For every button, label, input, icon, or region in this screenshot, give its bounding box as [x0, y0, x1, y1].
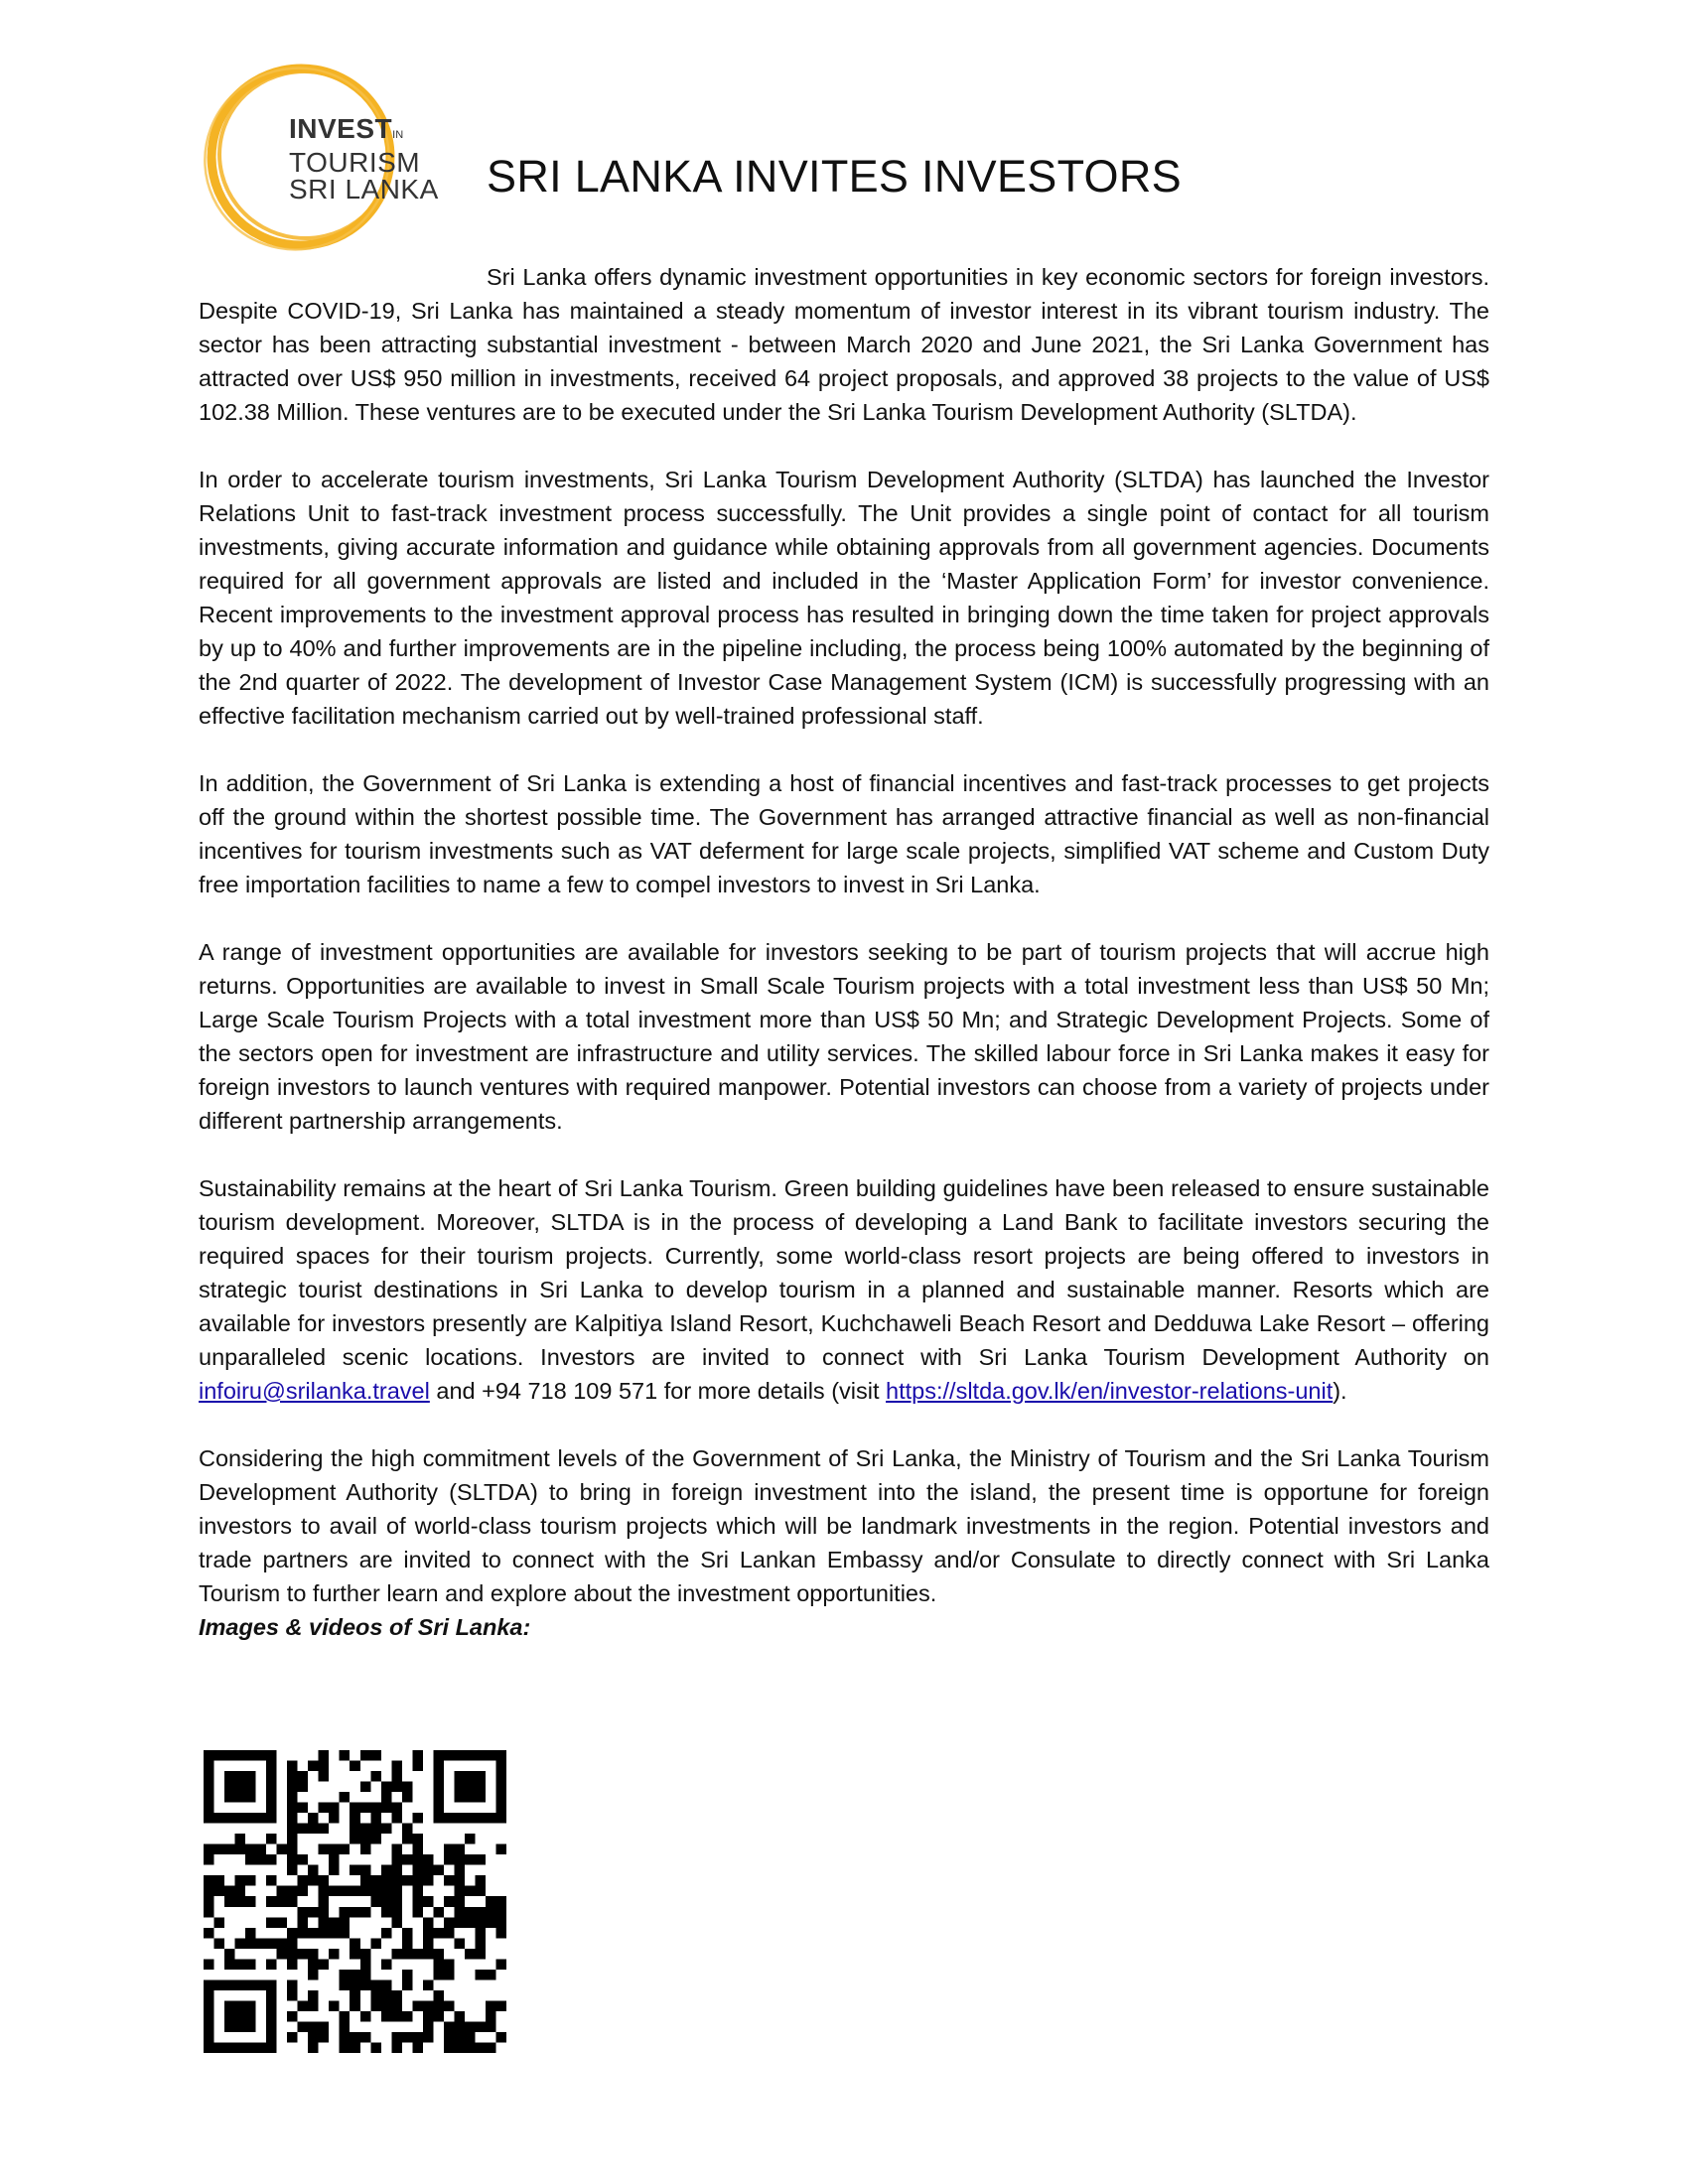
email-link[interactable]: infoiru@srilanka.travel: [199, 1378, 430, 1404]
paragraph-sustainability: [199, 1171, 1489, 1408]
document-body: [199, 260, 1489, 1644]
investor-relations-url-link[interactable]: https://sltda.gov.lk/en/investor-relations-unit: [886, 1378, 1334, 1404]
logo-line-sri-lanka: SRI LANKA: [289, 174, 439, 205]
paragraph-investor-relations: In order to accelerate tourism investments, Sri Lanka Tourism Development Authority (SLTDA) has launched the Investor Relations Unit to fast-track investment process successfully. The Unit provides a single point of contact for all tourism investments, giving accurate information and guidance while obtaining approvals from all government agencies. Documents required for all government approvals are listed and included in the ‘Master Application Form’ for investor convenience. Recent improvements to the investment approval process has resulted in bringing down the time taken for project approvals by up to 40% and further improvements are in the pipeline including, the process being 100% automated by the beginning of the 2nd quarter of 2022. The development of Investor Case Management System (ICM) is successfully progressing with an effective facilitation mechanism carried out by well-trained professional staff.: [199, 467, 1489, 729]
paragraph-incentives: In addition, the Government of Sri Lanka is extending a host of financial incentives and fast-track processes to get projects off the ground within the shortest possible time. The Government has arranged attractive financial as well as non-financial incentives for tourism investments such as VAT deferment for large scale projects, simplified VAT scheme and Custom Duty free importation facilities to name a few to compel investors to invest in Sri Lanka.: [199, 770, 1489, 897]
paragraph-conclusion: Considering the high commitment levels of the Government of Sri Lanka, the Ministry of Tourism and the Sri Lanka Tourism Development Authority (SLTDA) to bring in foreign investment into the island, the present time is opportune for foreign investors to avail of world-class tourism projects which will be landmark investments in the region. Potential investors and trade partners are invited to connect with the Sri Lankan Embassy and/or Consulate to directly connect with Sri Lanka Tourism to further learn and explore about the investment opportunities.: [199, 1445, 1489, 1606]
logo-line-in: IN: [392, 129, 404, 141]
invest-in-tourism-logo: [194, 58, 462, 256]
qr-caption: Images & videos of Sri Lanka:: [199, 1614, 531, 1640]
paragraph-sustainability-phone: and +94 718 109 571 for more details (visit: [429, 1378, 887, 1404]
paragraph-sustainability-end: ).: [1333, 1378, 1347, 1404]
logo-line-tourism: TOURISM: [289, 147, 421, 178]
logo-line-invest: INVEST: [289, 113, 393, 144]
qr-code-icon[interactable]: [204, 1750, 506, 2053]
page-title: SRI LANKA INVITES INVESTORS: [487, 151, 1182, 202]
paragraph-opportunities: A range of investment opportunities are available for investors seeking to be part of tourism projects that will accrue high returns. Opportunities are available to invest in Small Scale Tourism projects with a total investment less than US$ 50 Mn; Large Scale Tourism Projects with a total investment more than US$ 50 Mn; and Strategic Development Projects. Some of the sectors open for investment are infrastructure and utility services. The skilled labour force in Sri Lanka makes it easy for foreign investors to launch ventures with required manpower. Potential investors can choose from a variety of projects under different partnership arrangements.: [199, 939, 1489, 1134]
paragraph-sustainability-text: Sustainability remains at the heart of Sri Lanka Tourism. Green building guidelines have been released to ensure sustainable tourism development. Moreover, SLTDA is in the process of developing a Land Bank to facilitate investors securing the required spaces for their tourism projects. Currently, some world-class resort projects are being offered to investors in strategic tourist destinations in Sri Lanka to develop tourism in a planned and sustainable manner. Resorts which are available for investors presently are Kalpitiya Island Resort, Kuchchaweli Beach Resort and Dedduwa Lake Resort – offering unparalleled scenic locations. Investors are invited to connect with Sri Lanka Tourism Development Authority on: [199, 1175, 1489, 1370]
paragraph-intro: Sri Lanka offers dynamic investment opportunities in key economic sectors for foreign investors. Despite COVID-19, Sri Lanka has maintained a steady momentum of investor interest in its vibrant tourism industry. The sector has been attracting substantial investment - between March 2020 and June 2021, the Sri Lanka Government has attracted over US$ 950 million in investments, received 64 project proposals, and approved 38 projects to the value of US$ 102.38 Million. These ventures are to be executed under the Sri Lanka Tourism Development Authority (SLTDA).: [199, 264, 1489, 425]
